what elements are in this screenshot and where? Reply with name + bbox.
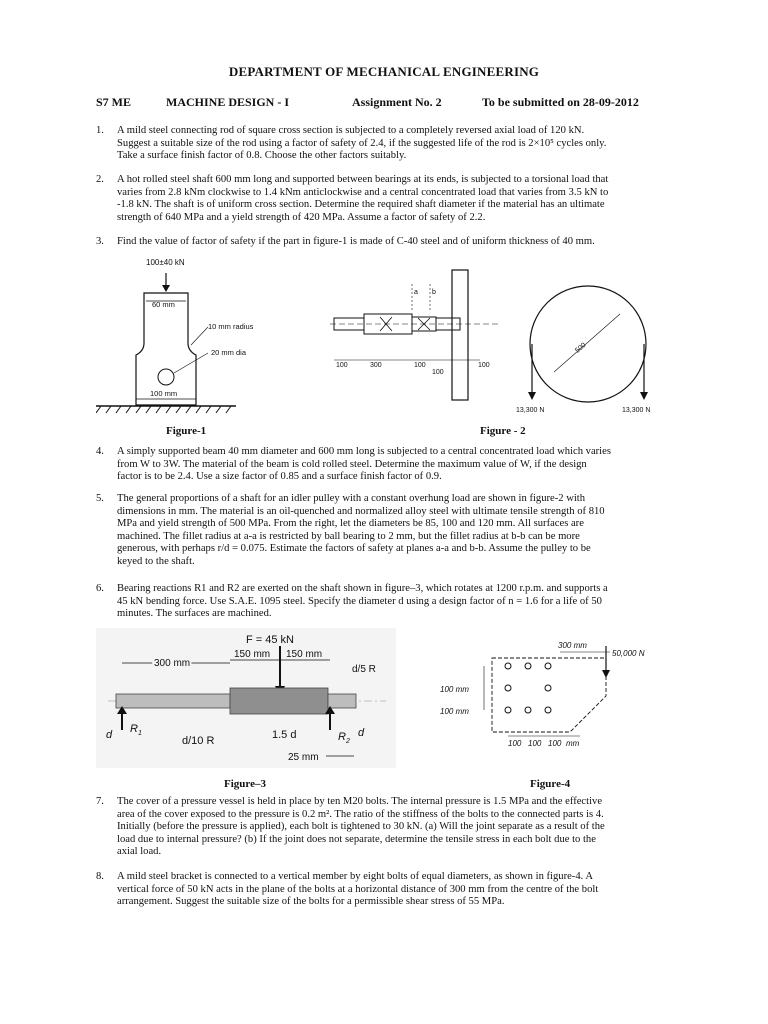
department-title: DEPARTMENT OF MECHANICAL ENGINEERING [228, 64, 540, 79]
bolt-hole [545, 707, 551, 713]
force-right: 13,300 N [622, 407, 651, 414]
fig1-width-base: 100 mm [150, 389, 178, 398]
dim-25mm: 25 mm [288, 752, 319, 763]
leader-line [174, 353, 208, 373]
question-line: varies from 2.8 kNm clockwise to 1.4 kNm anticlockwise and a central concentrated load that varies from 3.5 kN to [117, 186, 609, 198]
question-4 [96, 446, 611, 484]
figure-3-diagram [96, 628, 396, 768]
question-line: A simply supported beam 40 mm diameter and 600 mm long is subjected to a central concentrated load which varies [117, 446, 611, 457]
dim-100: 100 [336, 362, 348, 369]
diameter-line [554, 314, 620, 372]
question-7 [96, 796, 605, 859]
question-line: area of the cover exposed to the pressure is 0.2 m². The ratio of the stiffness of the bolts to the connected parts is 4. [117, 808, 604, 820]
question-line: The general proportions of a shaft for an idler pulley with a constant overhung load are shown in figure-2 with [117, 493, 586, 504]
question-line: MPa and yield strength of 500 MPa. From the right, let the diameters be 85, 100 and 120 mm. All surfaces are [117, 518, 584, 530]
question-line: Suggest a suitable size of the rod using a factor of safety of 2.4, if the suggested life of the rod is 2×10⁵ cycles only. [117, 137, 607, 149]
question-number: 3. [96, 236, 104, 247]
r1-label: $R_1$ [130, 723, 142, 737]
plane-a-label: a [414, 289, 418, 296]
question-line: A hot rolled steel shaft 600 mm long and supported between bearings at its ends, is subjected to a torsional load that [117, 174, 609, 185]
question-line: strength of 640 MPa and a yield strength of 420 MPa. Assume a factor of safety of 2.2. [117, 211, 486, 223]
dim-unit-mm: mm [566, 739, 580, 748]
force-50000: 50,000 N [612, 649, 645, 658]
question-number: 6. [96, 583, 104, 594]
question-number: 4. [96, 446, 104, 457]
class-label: S7 ME [96, 95, 132, 109]
dim-100: 100 [432, 369, 444, 376]
bolt-hole [525, 707, 531, 713]
figure-4-caption: Figure-4 [530, 778, 571, 790]
dim-300mm: 300 mm [558, 641, 587, 650]
shaft-center-section [230, 688, 328, 714]
question-line: A mild steel bracket is connected to a vertical member by eight bolts of equal diameters, as shown in figure-4. A [117, 871, 593, 882]
figure-3-caption: Figure–3 [224, 778, 266, 790]
fig1-width-top: 60 mm [152, 300, 175, 309]
bolt-hole [525, 663, 531, 669]
question-line: Bearing reactions R1 and R2 are exerted on the shaft shown in figure–3, which rotates at 1200 r.p.m. and supports a [117, 583, 608, 594]
question-line: machined. The fillet radius at a-a is restricted by ball bearing to 2 mm, but the fillet radius at b-b can be more [117, 530, 580, 542]
question-line: keyed to the shaft. [117, 555, 195, 567]
plane-b-label: b [432, 289, 436, 296]
due-date-label: To be submitted on 28-09-2012 [482, 95, 639, 109]
force-arrows [528, 392, 648, 400]
question-line: -1.8 kN. The shaft is of uniform cross section. Determine the required shaft diameter if the material has an ultimate [117, 199, 605, 211]
bolt-hole [505, 685, 511, 691]
question-line: minutes. The surfaces are machined. [117, 608, 272, 620]
question-line: vertical force of 50 kN acts in the plane of the bolts at a horizontal distance of 300 mm from the centre of the bolt [117, 883, 599, 895]
bolt-hole [505, 707, 511, 713]
force-left: 13,300 N [516, 407, 545, 414]
question-8 [96, 871, 599, 909]
question-2 [96, 174, 609, 224]
question-line: Take a surface finish factor of 0.8. Choose the other factors suitably. [117, 150, 407, 162]
question-line: load due to internal pressure? (b) If the joint does not separate, determine the tensile stress in each bolt due to the [117, 833, 596, 845]
fillet-d5r: d/5 R [352, 664, 376, 675]
question-5 [96, 493, 605, 569]
question-1 [96, 125, 607, 163]
dim-300: 300 [370, 362, 382, 369]
dim-100: 100 [414, 362, 426, 369]
assignment-label: Assignment No. 2 [352, 95, 442, 109]
fillet-d10r: d/10 R [182, 735, 215, 747]
force-label: F = 45 kN [246, 634, 294, 646]
question-number: 2. [96, 174, 104, 185]
dim-100mm-v: 100 mm [440, 685, 469, 694]
question-line: The cover of a pressure vessel is held in place by ten M20 bolts. The internal pressure is 1.5 MPa and the effective [117, 796, 603, 807]
fig1-hole-label: 20 mm dia [211, 348, 247, 357]
shaft-right-section [328, 694, 356, 708]
question-line: factor is to be 2.4. Use a size factor of 0.85 and a surface finish factor of 0.9. [117, 471, 442, 483]
question-line: 45 kN bending force. Use S.A.E. 1095 steel. Specify the diameter d using a design factor of n = 1.6 for a life of 50 [117, 595, 602, 607]
question-number: 7. [96, 796, 104, 807]
subject-label: MACHINE DESIGN - I [166, 95, 290, 109]
dim-100-h: 100 [528, 739, 542, 748]
dia-d-right: d [358, 727, 365, 739]
dim-100-h: 100 [508, 739, 522, 748]
question-line: generous, with perhaps r/d = 0.075. Estimate the factors of safety at planes a-a and b-b. Assume the pulley to be [117, 543, 591, 555]
question-3 [96, 236, 595, 249]
question-line: axial load. [117, 846, 162, 858]
dia-1-5d: 1.5 d [272, 729, 297, 741]
question-line: from W to 3W. The material of the beam is cold rolled steel. Determine the maximum value of W, if the design [117, 458, 587, 470]
hole-circle [158, 369, 174, 385]
r2-label: $R_2$ [338, 731, 350, 745]
leader-line [191, 327, 208, 345]
bolt-group [505, 663, 551, 713]
figure-2-diagram [320, 262, 670, 422]
figure-4-diagram [440, 636, 690, 761]
dim-150mm-left: 150 mm [234, 649, 271, 660]
bolt-hole [505, 663, 511, 669]
pulley-rim [452, 270, 468, 400]
figure-1-diagram [96, 255, 296, 420]
bolt-hole [545, 663, 551, 669]
dim-100-h: 100 [548, 739, 562, 748]
ground-hatch [96, 406, 231, 413]
question-6 [96, 583, 608, 621]
question-number: 8. [96, 871, 104, 882]
question-number: 1. [96, 125, 104, 136]
bolt-hole [545, 685, 551, 691]
shaft-left-section [116, 694, 230, 708]
figure-2-caption: Figure - 2 [480, 425, 526, 437]
question-number: 5. [96, 493, 104, 504]
question-line: arrangement. Suggest the suitable size of the bolts for a permissible shear stress of 55 MPa. [117, 896, 505, 908]
pulley-circle [530, 286, 646, 402]
dim-150mm-right: 150 mm [286, 649, 323, 660]
question-line: Initially (before the pressure is applied), each bolt is tightened to 30 kN. (a) Will the joint separate as a result of the [117, 821, 605, 833]
question-line: Find the value of factor of safety if the part in figure-1 is made of C-40 steel and of uniform thickness of 40 mm. [117, 236, 595, 247]
dim-300mm: 300 mm [154, 658, 191, 669]
question-line: A mild steel connecting rod of square cross section is subjected to a completely reversed axial load of 120 kN. [117, 125, 585, 136]
fig1-radius-label: 10 mm radius [208, 322, 254, 331]
load-arrow-head [162, 285, 170, 292]
dim-100mm-v: 100 mm [440, 707, 469, 716]
question-line: dimensions in mm. The material is an oil-quenched and normalized alloy steel with ultimate tensile strength of 810 [117, 505, 605, 517]
dia-500: 500 [574, 341, 588, 355]
dim-100: 100 [478, 362, 490, 369]
figure-1-caption: Figure-1 [166, 425, 207, 437]
dia-d-left: d [106, 729, 113, 741]
fig1-load-label: 100±40 kN [146, 258, 185, 267]
